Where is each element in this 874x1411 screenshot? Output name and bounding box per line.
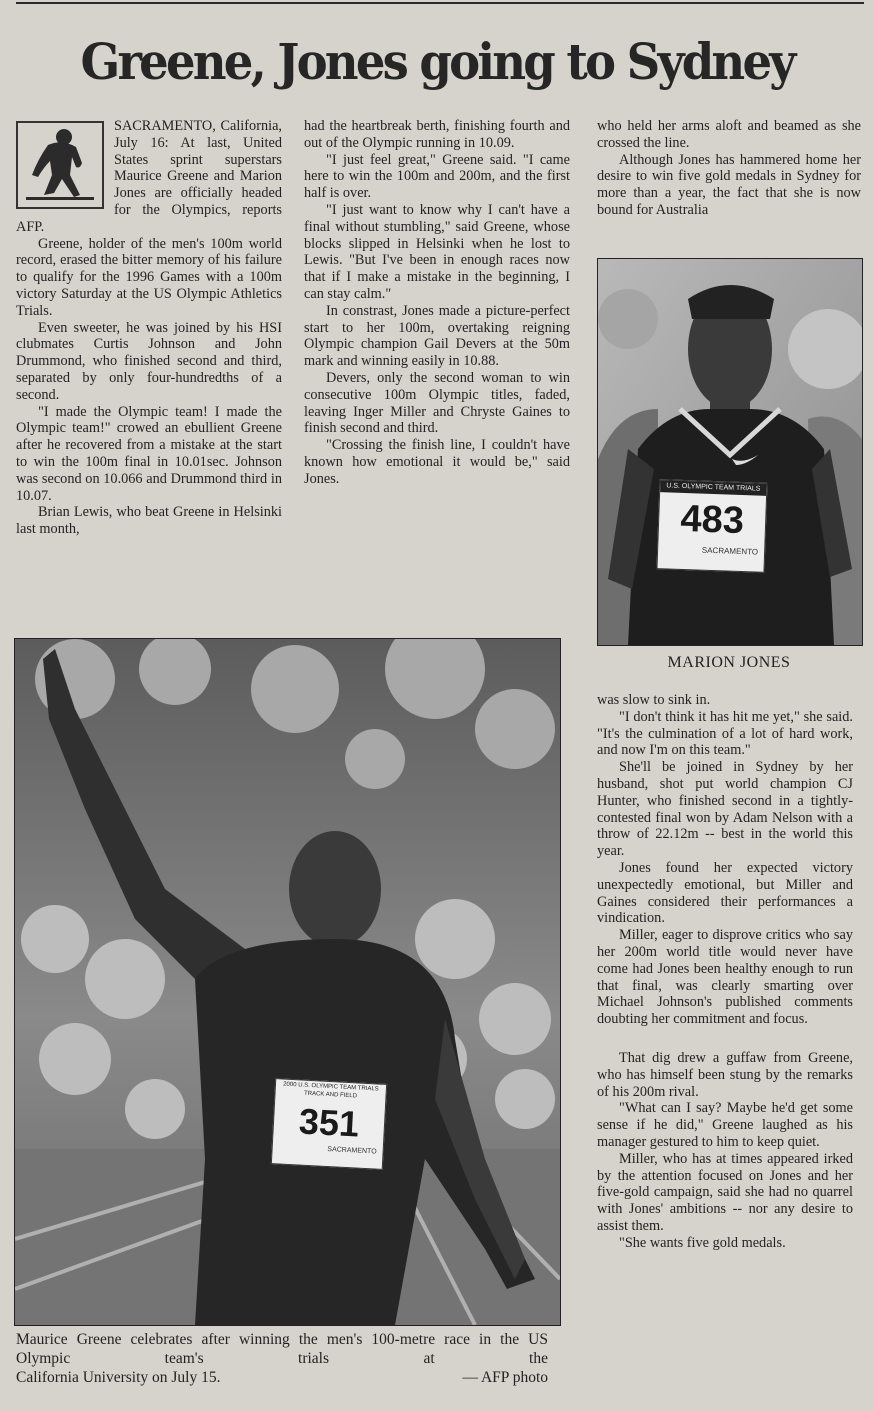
col2-para-1: "I just feel great," Greene said. "I came here to win the 100m and 200m, and the first half is over. — [304, 151, 570, 202]
greene-bib-number: 351 — [297, 1100, 361, 1145]
col3-para-0: was slow to sink in. — [597, 692, 711, 708]
jones-bib-footer: SACRAMENTO — [701, 545, 759, 557]
greene-bib — [271, 1078, 387, 1170]
col3-para-6: "What can I say? Maybe he'd get some sense if he did," Greene laughed as his manager gestured to him to keep quiet. — [597, 1100, 853, 1150]
col3-top-para-1: Although Jones has hammered home her desire to win five gold medals in Sydney for more than a year, the fact that she is now bound for Australia — [597, 151, 861, 218]
col3-para-8: "She wants five gold medals. — [619, 1234, 786, 1251]
greene-caption-text: Maurice Greene celebrates after winning the men's 100-metre race in the US Olympic team's trials at the — [16, 1331, 548, 1367]
column-2 — [304, 118, 570, 630]
col2-para-4: Devers, only the second woman to win consecutive 100m Olympic titles, faded, leaving Inger Miller and Chryste Gaines to finish second and third. — [304, 369, 570, 437]
col3-top-para-0: who held her arms aloft and beamed as she crossed the line. — [597, 118, 861, 151]
photo-credit: — AFP photo — [462, 1369, 548, 1386]
column-1 — [16, 118, 282, 628]
greene-caption-last-line — [16, 1368, 548, 1387]
greene-bib-footer: SACRAMENTO — [327, 1145, 377, 1156]
col2-para-0: had the heartbreak berth, finishing fourth and out of the Olympic running in 10.09. — [304, 118, 570, 151]
column-3-top — [597, 118, 861, 240]
greene-caption-end: California University on July 15. — [16, 1369, 221, 1386]
col1-para-1: Greene, holder of the men's 100m world record, erased the bitter memory of his failure to qualify for the 1996 Games with a 100m victory Saturday at the US Olympic Athletics Trials. — [16, 235, 282, 319]
jones-bib-number: 483 — [679, 497, 745, 543]
col3-para-7: Miller, who has at times appeared irked by the attention focused on Jones and her five-gold campaign, said she had no quarrel with Jones' ambitions -- nor any desire to assist them. — [597, 1150, 853, 1234]
greene-bib-header: 2000 U.S. OLYMPIC TEAM TRIALS TRACK AND FIELD — [282, 1081, 379, 1100]
col2-para-5: "Crossing the finish line, I couldn't have known how emotional it would be," said Jones. — [304, 437, 570, 487]
jones-bib — [656, 479, 767, 573]
col3-para-3: Jones found her expected victory unexpectedly emotional, but Miller and Gaines considered their performances a vindication. — [597, 859, 853, 927]
top-rule — [16, 2, 864, 4]
col1-para-3: "I made the Olympic team! I made the Olympic team!" crowed an ebullient Greene after he recovered from a mistake at the start to win the 100m final in 10.01sec. Johnson was second on 10.066 and Drummond third in 10.07. — [16, 403, 282, 504]
col3-para-5: That dig drew a guffaw from Greene, who has himself been stung by the remarks of his 200m rival. — [597, 1049, 853, 1100]
marion-jones-photo — [597, 258, 863, 646]
col3-para-1: "I don't think it has hit me yet," she said. "It's the culmination of a lot of hard work, and now I'm on this team." — [597, 708, 853, 759]
headline: Greene, Jones going to Sydney — [80, 32, 794, 91]
dateline: SACRAMENTO, California, July 16: — [114, 118, 282, 151]
col1-para-0: At last, United States sprint superstars Maurice Greene and Marion Jones are officially headed for the Olympics, reports AFP. — [16, 134, 282, 235]
greene-photo-caption — [16, 1330, 548, 1387]
col1-para-4: Brian Lewis, who beat Greene in Helsinki last month, — [16, 504, 282, 538]
jones-photo-caption: MARION JONES — [667, 654, 791, 671]
col2-para-2: "I just want to know why I can't have a final without stumbling," said Greene, whose blocks slipped in Helsinki when he lost to Lewis. "But I've been in enough races now that if I make a mistake in the beginning, I can stay calm." — [304, 201, 570, 302]
column-3-bottom — [597, 692, 853, 1398]
maurice-greene-photo — [14, 638, 561, 1326]
col3-para-4: Miller, eager to disprove critics who say her 200m world title would never have come had Jones been healthy enough to run that final, was clearly smarting over Michael Johnson's published comments doubting her commitment and focus. — [597, 927, 853, 1028]
col2-para-3: In constrast, Jones made a picture-perfect start to her 100m, overtaking reigning Olympic champion Gail Devers at the 50m mark and winning easily in 10.88. — [304, 302, 570, 370]
col3-para-2: She'll be joined in Sydney by her husband, shot put world champion CJ Hunter, who finished second in a tightly-contested final won by Adam Nelson with a throw of 22.12m -- best in the world this year. — [597, 759, 853, 860]
sprinter-logo-icon — [16, 121, 104, 209]
jones-bib-header: U.S. OLYMPIC TEAM TRIALS — [660, 480, 766, 496]
col1-para-2: Even sweeter, he was joined by his HSI clubmates Curtis Johnson and John Drummond, who finished second and third, separated by only four-hundredths of a second. — [16, 319, 282, 403]
